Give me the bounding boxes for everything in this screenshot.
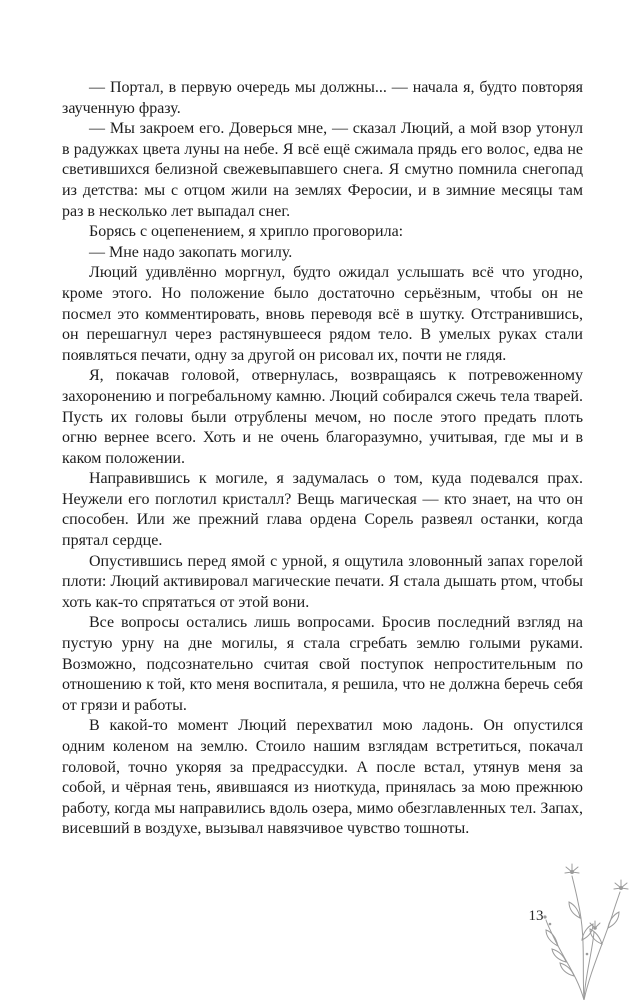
paragraph: — Мне надо закопать могилу. <box>89 243 293 261</box>
paragraph: Направившись к могиле, я задумалась о том, куда подевался прах. Неужели его поглотил кристалл? Вещь магическая — кто знает, на что он способен. Или же прежний глава ордена Сорель развеял останки, когда прятал сердце. <box>62 470 583 550</box>
paragraph: В какой-то момент Люций перехватил мою ладонь. Он опустился одним коленом на землю. Стоило нашим взглядам встретиться, покачал головой, точно укоряя за предрассудки. А после встал, утянув меня за собой, и чёрная тень, явившаяся из ниоткуда, принялась за мою прежнюю работу, когда мы направились вдоль озера, мимо обезглавленных тел. Запах, висевший в воздухе, вызывал навязчивое чувство тошноты. <box>62 717 583 838</box>
paragraph: Все вопросы остались лишь вопросами. Бросив последний взгляд на пустую урну на дне могилы, я стала сгребать землю голыми руками. Возможно, подсознательно считая свой поступок непростительным по отношению к той, кто меня воспитала, я решила, что не должна беречь себя от грязи и работы. <box>62 614 583 714</box>
paragraph: Я, покачав головой, отвернулась, возвращаясь к потревоженному захоронению и погребальному камню. Люций собирался сжечь тела тварей. Пусть их головы были отрублены мечом, но после этого предать плоть огню вернее всего. Хоть и не очень благоразумно, учитывая, где мы и в каком положении. <box>62 367 583 467</box>
botanical-sprig-icon <box>538 858 630 1000</box>
page-number: 13 <box>528 908 544 924</box>
page-text-block <box>62 78 583 840</box>
paragraph: — Портал, в первую очередь мы должны... — начала я, будто повторяя заученную фразу. <box>62 79 583 117</box>
paragraph: Борясь с оцепенением, я хрипло проговорила: <box>89 223 404 241</box>
paragraph: Люций удивлённо моргнул, будто ожидал услышать всё что угодно, кроме этого. Но положение было достаточно серьёзным, чтобы он не посмел это комментировать, вновь переводя всё в шутку. Отстранившись, он перешагнул через растянувшееся рядом тело. В умелых руках стали появляться печати, одну за другой он рисовал их, почти не глядя. <box>62 264 583 364</box>
paragraph: — Мы закроем его. Доверься мне, — сказал Люций, а мой взор утонул в радужках цвета луны на небе. Я всё ещё сжимала прядь его волос, едва не светившихся белизной свежевыпавшего снега. Я смутно помнила снегопад из детства: мы с отцом жили на землях Феросии, и в зимние месяцы там раз в несколько лет выпадал снег. <box>62 120 583 220</box>
paragraph: Опустившись перед ямой с урной, я ощутила зловонный запах горелой плоти: Люций активировал магические печати. Я стала дышать ртом, чтобы хоть как-то спрятаться от этой вони. <box>62 552 583 611</box>
